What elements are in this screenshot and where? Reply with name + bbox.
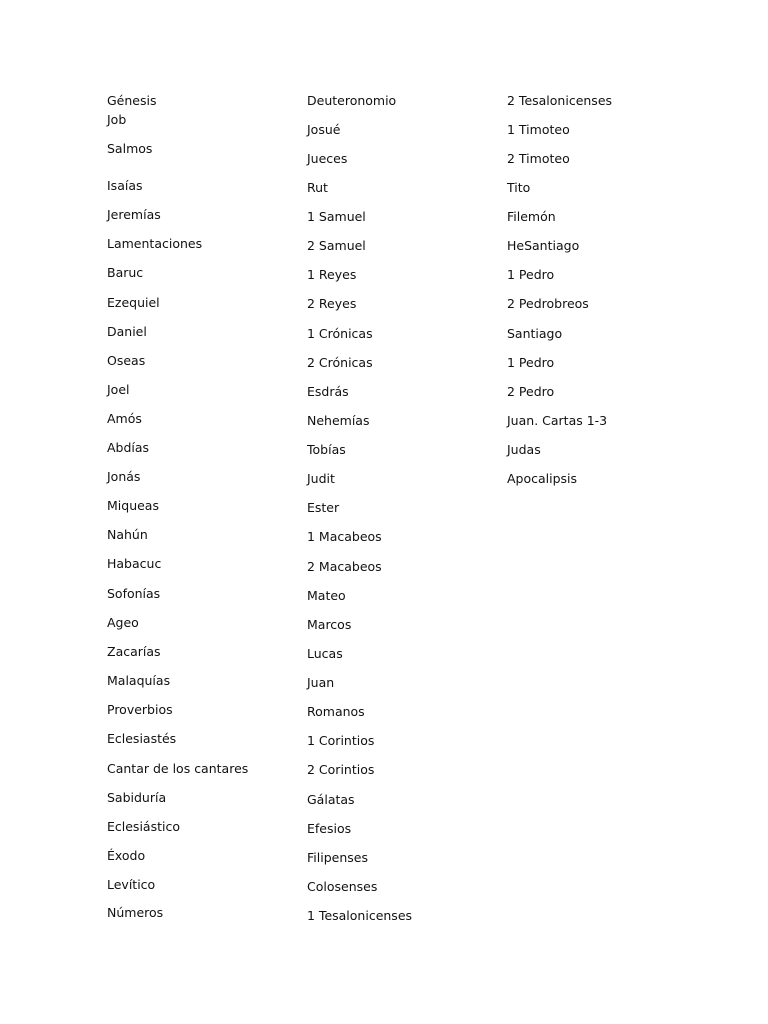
book-item: Baruc: [107, 265, 144, 280]
book-item: Abdías: [107, 440, 150, 455]
book-item: 2 Timoteo: [507, 151, 570, 166]
book-item: 1 Samuel: [307, 209, 366, 224]
book-item: Esdrás: [307, 384, 349, 399]
book-item: 2 Macabeos: [307, 559, 382, 574]
book-item: Rut: [307, 180, 328, 195]
book-item: Eclesiástico: [107, 819, 180, 834]
book-item: Ezequiel: [107, 295, 160, 310]
book-item: Filipenses: [307, 850, 368, 865]
book-item: Efesios: [307, 821, 352, 836]
book-item: HeSantiago: [507, 238, 580, 253]
book-item: 2 Pedrobreos: [507, 296, 589, 311]
book-item: 2 Corintios: [307, 762, 375, 777]
book-item: Isaías: [107, 178, 143, 193]
book-item: Juan: [307, 675, 335, 690]
book-item: Habacuc: [107, 556, 162, 571]
book-item: Jonás: [107, 469, 141, 484]
book-item: Lamentaciones: [107, 236, 203, 251]
book-item: 2 Reyes: [307, 296, 357, 311]
book-item: Tito: [507, 180, 531, 195]
book-item: Gálatas: [307, 792, 355, 807]
book-item: Salmos: [107, 141, 153, 156]
book-item: Malaquías: [107, 673, 171, 688]
book-item: Jueces: [307, 151, 348, 166]
book-item: Ester: [307, 500, 340, 515]
book-item: Lucas: [307, 646, 343, 661]
book-item: Judas: [507, 442, 541, 457]
book-item: 1 Corintios: [307, 733, 375, 748]
book-item: 2 Samuel: [307, 238, 366, 253]
book-item: Jeremías: [107, 207, 161, 222]
book-item: Colosenses: [307, 879, 378, 894]
book-item: Proverbios: [107, 702, 173, 717]
book-item: Joel: [107, 382, 130, 397]
book-item: Levítico: [107, 877, 156, 892]
book-item: Juan. Cartas 1-3: [507, 413, 608, 428]
book-item: Ageo: [107, 615, 139, 630]
book-item: Filemón: [507, 209, 556, 224]
book-item: Cantar de los cantares: [107, 761, 249, 776]
book-item: 1 Macabeos: [307, 529, 382, 544]
book-item: Mateo: [307, 588, 346, 603]
book-item: 2 Crónicas: [307, 355, 373, 370]
book-item: 1 Crónicas: [307, 326, 373, 341]
book-item: Génesis: [107, 93, 157, 108]
book-item: Deuteronomio: [307, 93, 397, 108]
book-item: Sabiduría: [107, 790, 167, 805]
book-item: 1 Pedro: [507, 267, 555, 282]
book-item: Éxodo: [107, 848, 146, 863]
book-item: Amós: [107, 411, 142, 426]
book-item: 1 Timoteo: [507, 122, 570, 137]
book-item: Eclesiastés: [107, 731, 177, 746]
book-item: Santiago: [507, 326, 563, 341]
book-item: Daniel: [107, 324, 147, 339]
book-item: 2 Pedro: [507, 384, 555, 399]
book-item: Josué: [307, 122, 341, 137]
book-item: Números: [107, 905, 164, 920]
book-item: Marcos: [307, 617, 352, 632]
book-item: Nahún: [107, 527, 148, 542]
book-item: 1 Reyes: [307, 267, 357, 282]
book-item: Sofonías: [107, 586, 161, 601]
book-item: Nehemías: [307, 413, 370, 428]
book-item: 1 Tesalonicenses: [307, 908, 413, 923]
book-item: Romanos: [307, 704, 365, 719]
book-item: Judit: [307, 471, 335, 486]
book-item: Oseas: [107, 353, 146, 368]
book-item: Zacarías: [107, 644, 161, 659]
book-item: Tobías: [307, 442, 346, 457]
book-item: 2 Tesalonicenses: [507, 93, 613, 108]
book-item: Miqueas: [107, 498, 159, 513]
book-item: Apocalipsis: [507, 471, 578, 486]
book-item: Job: [107, 112, 127, 127]
book-item: 1 Pedro: [507, 355, 555, 370]
